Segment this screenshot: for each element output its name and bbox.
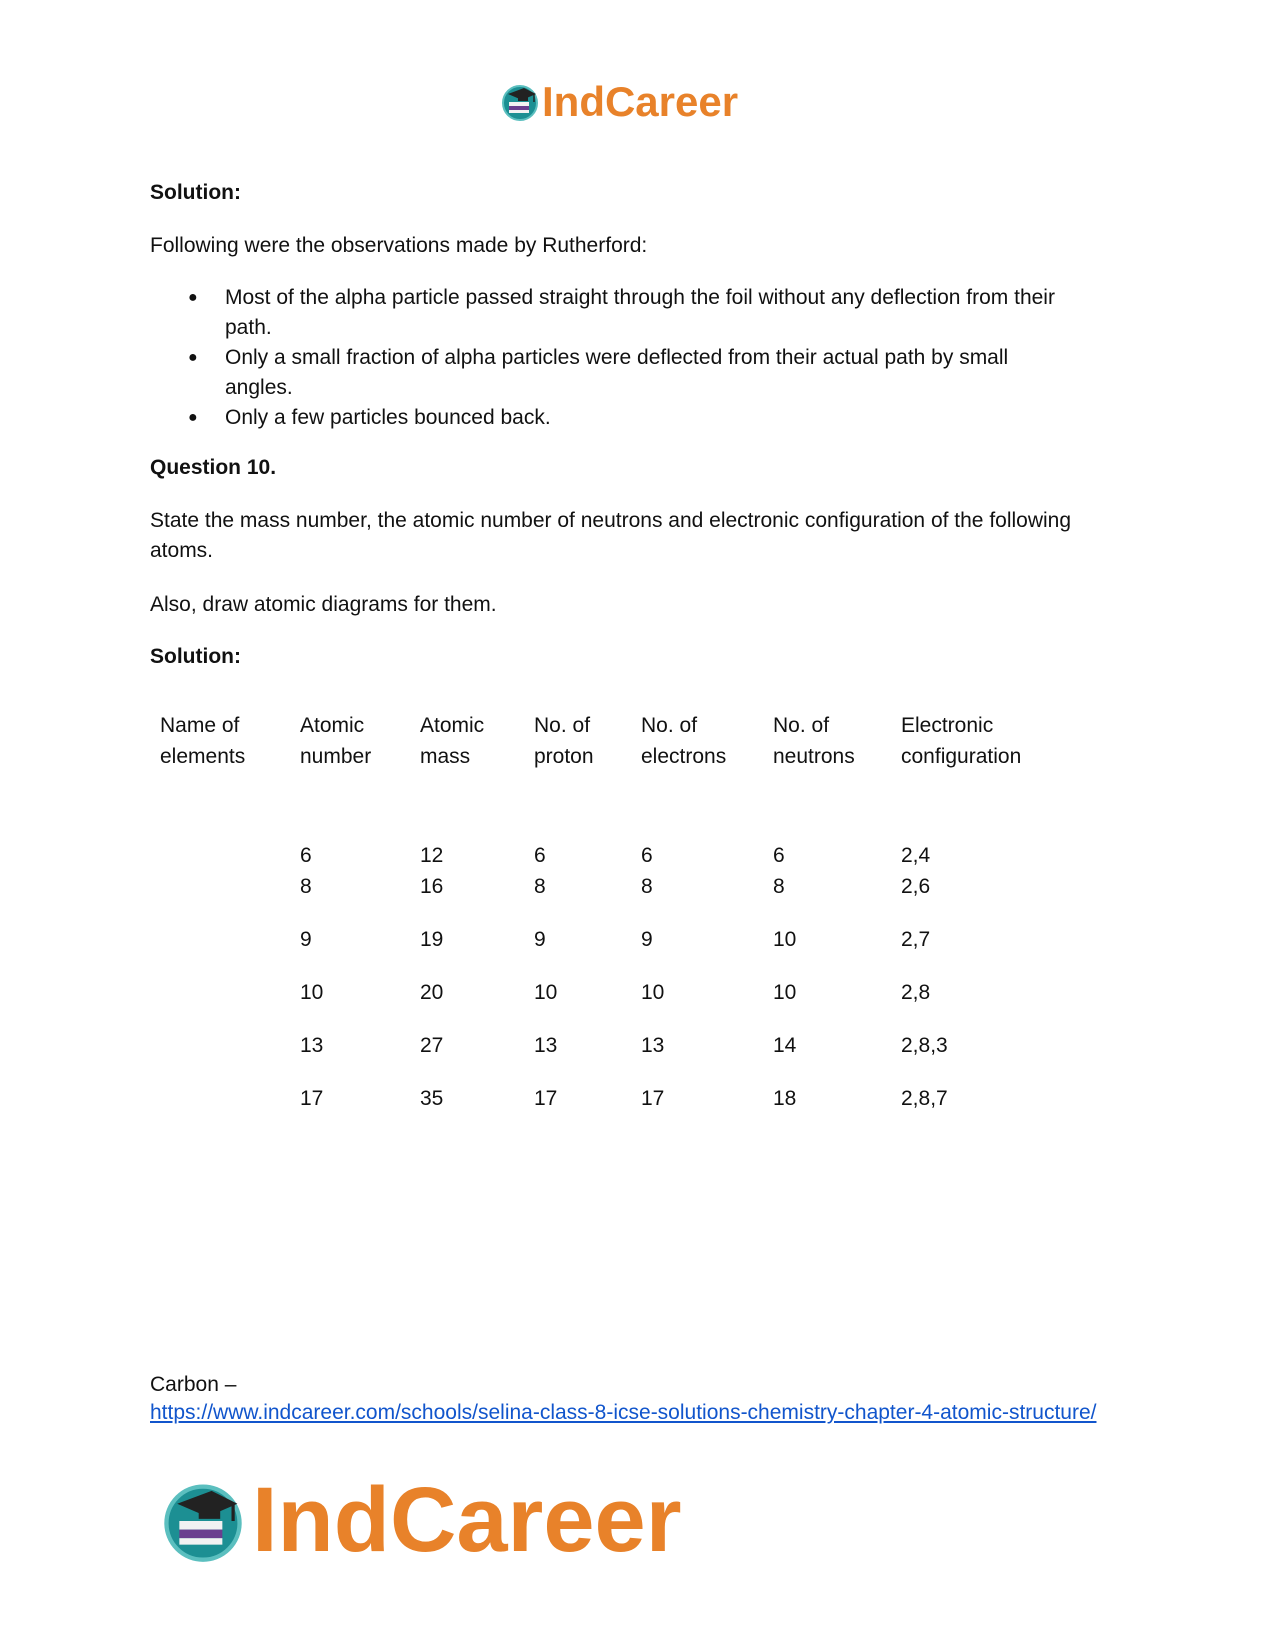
list-item: ● Only a few particles bounced back. [150, 403, 1080, 433]
table-cell: 10 [300, 981, 324, 1004]
column-header: No. of neutrons [773, 714, 855, 768]
bullet-icon: ● [188, 349, 198, 366]
carbon-label: Carbon – [150, 1373, 237, 1396]
table-row [150, 977, 1081, 1030]
table-cell: 14 [773, 1034, 797, 1057]
logo-text: IndCareer [542, 78, 739, 125]
table-cell: 19 [420, 928, 444, 951]
table-cell: 17 [641, 1087, 665, 1110]
column-header: No. of proton [534, 714, 594, 768]
footer-logo [160, 1468, 682, 1573]
table-header-row [150, 710, 1081, 818]
table-cell: 2,7 [901, 928, 931, 951]
table-row [150, 1083, 1081, 1136]
table-cell [150, 977, 300, 1030]
logo-globe-icon [160, 1478, 246, 1564]
table-cell [150, 924, 300, 977]
source-link[interactable]: https://www.indcareer.com/schools/selina-class-8-icse-solutions-chemistry-chapter-4-atomic-structure/ [150, 1401, 1097, 1424]
list-item: ● Most of the alpha particle passed straight through the foil without any deflection from their path. [150, 283, 1080, 343]
table-row [150, 1030, 1081, 1083]
table-cell: 2,6 [901, 875, 931, 898]
logo-text: IndCareer [252, 1469, 682, 1571]
table-cell: 9 [641, 928, 653, 951]
table-cell: 16 [420, 875, 444, 898]
column-header: Name of elements [160, 714, 246, 768]
table-cell: 17 [534, 1087, 558, 1110]
table-cell: 10 [534, 981, 558, 1004]
bullet-icon: ● [188, 289, 198, 306]
table-cell: 6 [300, 844, 312, 867]
table-row [150, 818, 1081, 871]
table-cell: 10 [641, 981, 665, 1004]
table-cell: 6 [773, 844, 785, 867]
table-cell [150, 1083, 300, 1136]
table-cell: 10 [773, 981, 797, 1004]
table-cell: 8 [641, 875, 653, 898]
column-header: Electronic configuration [901, 714, 1022, 768]
table-cell: 9 [300, 928, 312, 951]
table-cell: 9 [534, 928, 546, 951]
logo-globe-icon [500, 82, 540, 122]
question-instruction: Also, draw atomic diagrams for them. [150, 593, 497, 616]
table-cell: 13 [534, 1034, 558, 1057]
observations-intro: Following were the observations made by Rutherford: [150, 234, 648, 257]
table-cell: 2,8 [901, 981, 931, 1004]
list-item: ● Only a small fraction of alpha particles were deflected from their actual path by small angles. [150, 343, 1080, 403]
table-cell: 17 [300, 1087, 324, 1110]
table-cell [150, 818, 300, 871]
table-row [150, 871, 1081, 924]
column-header: Atomic number [300, 714, 372, 768]
table-cell: 35 [420, 1087, 444, 1110]
table-cell: 10 [773, 928, 797, 951]
table-cell: 13 [300, 1034, 324, 1057]
table-cell: 13 [641, 1034, 665, 1057]
table-row [150, 924, 1081, 977]
table-cell: 2,8,3 [901, 1034, 948, 1057]
table-cell: 6 [641, 844, 653, 867]
table-cell [150, 871, 300, 924]
solution-heading: Solution: [150, 181, 241, 204]
table-cell: 18 [773, 1087, 797, 1110]
header-logo [500, 78, 738, 126]
table-cell: 8 [300, 875, 312, 898]
table-cell: 8 [534, 875, 546, 898]
question-statement: State the mass number, the atomic number of neutrons and electronic configuration of the following atoms. [150, 509, 1072, 562]
question-heading: Question 10. [150, 456, 277, 479]
table-cell: 6 [534, 844, 546, 867]
table-cell: 8 [773, 875, 785, 898]
table-cell: 2,8,7 [901, 1087, 948, 1110]
table-cell: 27 [420, 1034, 444, 1057]
table-cell: 20 [420, 981, 444, 1004]
solution-heading: Solution: [150, 645, 241, 668]
bullet-icon: ● [188, 409, 198, 426]
column-header: No. of electrons [641, 714, 727, 768]
column-header: Atomic mass [420, 714, 485, 768]
table-cell: 2,4 [901, 844, 931, 867]
elements-table [150, 710, 1081, 1136]
table-cell: 12 [420, 844, 444, 867]
observations-list [150, 283, 1080, 433]
table-cell [150, 1030, 300, 1083]
